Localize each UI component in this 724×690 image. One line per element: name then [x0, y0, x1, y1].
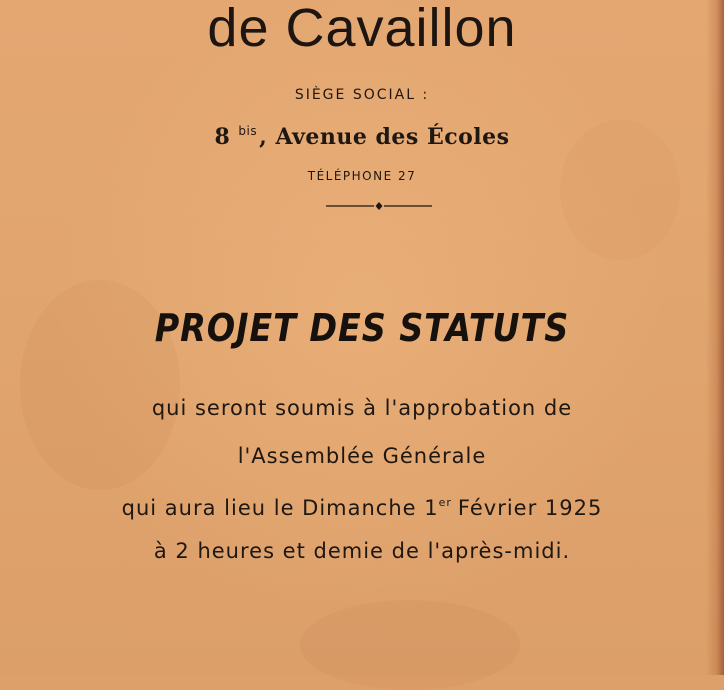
address-number: 8 [214, 124, 231, 150]
telephone-line: TÉLÉPHONE 27 [307, 169, 417, 183]
statuts-heading: PROJET DES STATUTS [154, 306, 570, 350]
body-line-1: qui seront soumis à l'approbation de [151, 396, 573, 420]
body-line-4: à 2 heures et demie de l'après-midi. [153, 539, 571, 563]
paper-stain [300, 600, 520, 690]
body-line-3-start: qui aura lieu le Dimanche 1 [121, 496, 439, 520]
address-suffix: bis [238, 124, 258, 138]
body-line-2: l'Assemblée Générale [237, 444, 487, 468]
address-street: , Avenue des Écoles [259, 124, 510, 150]
document-title: de Cavaillon [207, 0, 517, 58]
body-line-3-end: Février 1925 [457, 496, 603, 520]
address-line [0, 115, 724, 153]
siege-social-label: SIÈGE SOCIAL : [294, 87, 430, 103]
ordinal-suffix: er [438, 496, 452, 509]
ornament-divider-icon [324, 198, 434, 214]
body-line-3 [0, 488, 724, 523]
